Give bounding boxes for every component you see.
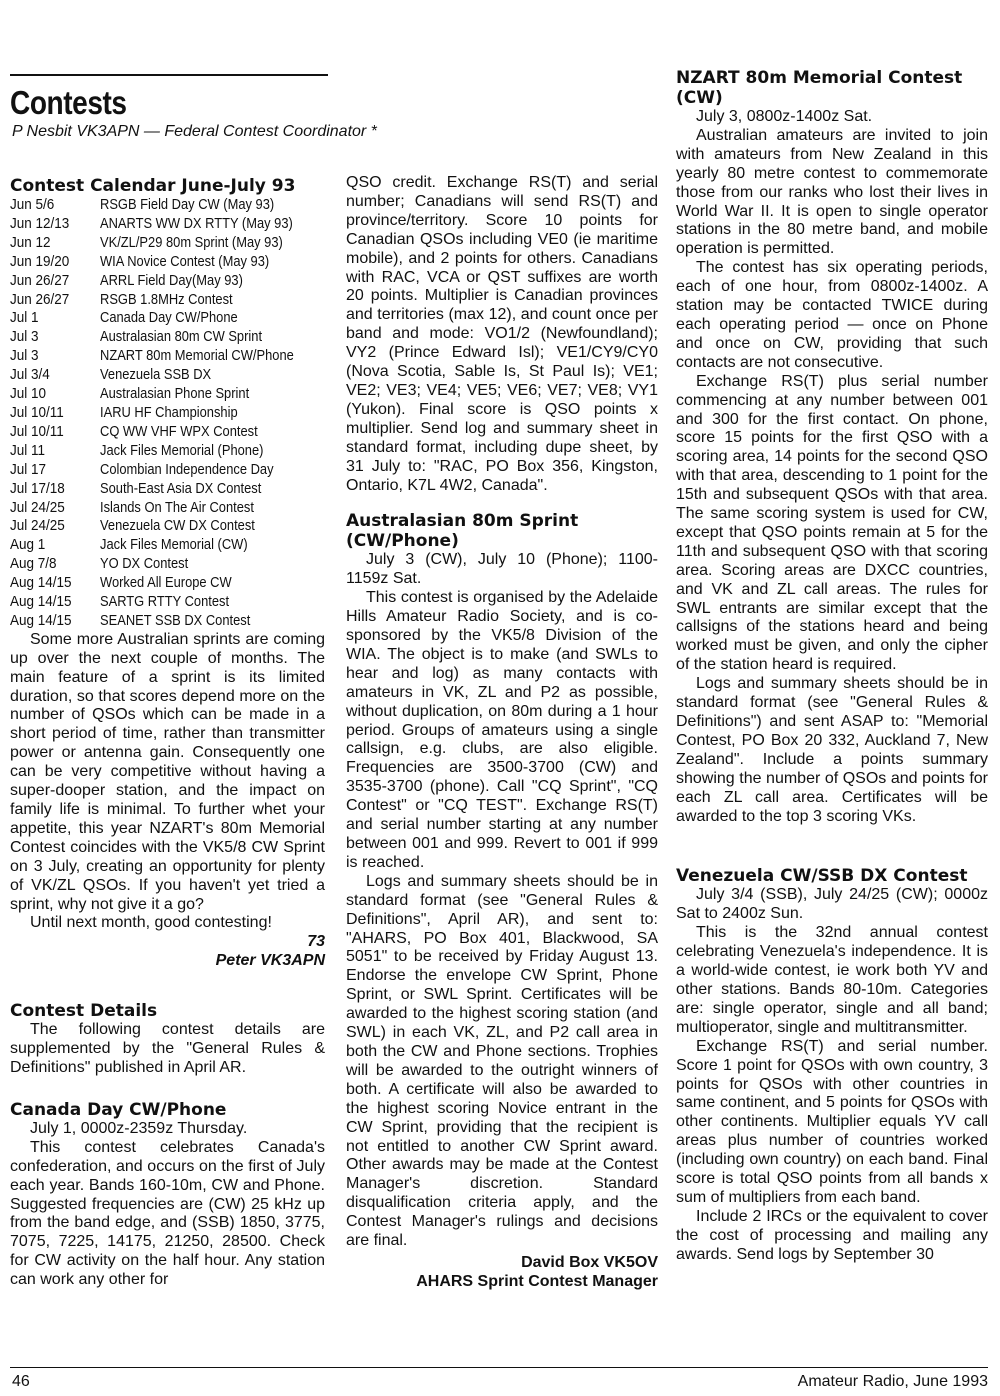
canada-text-continued: QSO credit. Exchange RS(T) and serial number; Canadians will send RS(T) and province/territory. Score 10 points for Canadian QSOs including VE0 (ie maritime mobile), and 2 points for others. Canadians with RAC, VCA or QST suffixes are worth 20 points. Multiplier is Canadian provinces and territories (max 12), and count once per band and mode: VO1/2 (Newfoundland); VY2 (Prince Edward Isl); VE1/CY9/CY0 (Nova Scotia, Sable Is, St Paul Is); VE1; VE2; VE3; VE4; VE5; VE6; VE7; VE8; VY1 (Yukon). Final score is QSO points x multiplier. Send log and summary sheet in standard format, including dupe sheet, by 31 July to: "RAC, PO Box 356, Kingston, Ontario, K7L 4W2, Canada". — [346, 174, 658, 494]
column-3 — [676, 0, 988, 1265]
sprint-signoff-name: David Box VK5OV — [521, 1253, 658, 1271]
calendar-date: Jul 17/18 — [10, 479, 65, 497]
calendar-name: South-East Asia DX Contest — [100, 479, 262, 497]
sprint-text: This contest is organised by the Adelaide Hills Amateur Radio Society, and is co-sponsored by the VK5/8 Division of the WIA. The object is to make (and SWLs to hear and log) as many contacts with amateurs in VK, ZL and P2 as possible, without duplication, on 80m during a 1 hour period. Groups of amateurs using a single callsign, e.g. clubs, are also eligible. Frequencies are 3500-3700 (CW) and 3535-3700 (phone). Call "CQ Sprint", "CQ Contest" or "CQ TEST". Exchange RS(T) and serial number starting at any number between 001 and 999. Revert to 001 if 999 is reached. — [346, 589, 658, 871]
calendar-row — [10, 517, 325, 536]
calendar-row — [10, 536, 325, 555]
calendar-name: Venezuela CW DX Contest — [100, 517, 255, 535]
calendar-name: Venezuela SSB DX — [100, 366, 212, 384]
venezuela-irc: Include 2 IRCs or the equivalent to cover the cost of processing and mailing any awards. Send logs by September 30 — [676, 1207, 988, 1263]
calendar-name: ARRL Field Day(May 93) — [100, 271, 243, 289]
footer-rule — [10, 1367, 988, 1368]
calendar-date: Jul 11 — [10, 441, 46, 459]
calendar-name: Worked All Europe CW — [100, 574, 232, 592]
calendar-name: ANARTS WW DX RTTY (May 93) — [100, 214, 293, 232]
canada-dates: July 1, 0000z-2359z Thursday. — [30, 1119, 248, 1137]
calendar-name: Islands On The Air Contest — [100, 498, 254, 516]
nzart-logs: Logs and summary sheets should be in standard format (see "General Rules & Definitions") and sent ASAP to: "Memorial Contest, PO Box 20 332, Auckland 7, New Zealand". Include a points summary showing the number of QSOs and points for each ZL call area. Certificates will be awarded to the top 3 scoring VKs. — [676, 675, 988, 825]
calendar-name: IARU HF Championship — [100, 403, 238, 421]
calendar-name: SEANET SSB DX Contest — [100, 611, 251, 629]
nzart-periods: The contest has six operating periods, each of one hour, from 0800z-1400z. A station may be contacted TWICE during each operating period — once on Phone and once on CW, providing that such contacts are not consecutive. — [676, 259, 988, 371]
calendar-date: Jul 17 — [10, 460, 47, 478]
calendar-date: Aug 1 — [10, 536, 46, 554]
publication-info: Amateur Radio, June 1993 — [797, 1373, 988, 1390]
calendar-date: Aug 14/15 — [10, 574, 72, 592]
calendar-row — [10, 404, 325, 423]
byline: P Nesbit VK3APN — Federal Contest Coordinator * — [12, 123, 377, 140]
calendar-row — [10, 385, 325, 404]
page-title: Contests — [10, 84, 127, 121]
calendar-row — [10, 555, 325, 574]
nzart-exchange: Exchange RS(T) plus serial number commencing at any number between 001 and 300 for the first contact. On phone, score 15 points for the first QSO with a scoring area, 14 points for the second QSO with that area, descending to 1 point for the 15th and subsequent QSOs with that area. The same scoring system is used for CW, except that QSO points remain at 5 for the 11th and subsequent QSO with that scoring area. Scoring areas are DXCC countries, and VK and ZL call areas. The rules for SWL entrants are similar except that the callsigns of the stations heard and being worked must be given, and only the cipher of the station heard is required. — [676, 372, 988, 674]
venezuela-dates: July 3/4 (SSB), July 24/25 (CW); 0000z Sat to 2400z Sun. — [676, 886, 988, 923]
page-number: 46 — [12, 1373, 30, 1390]
calendar-date: Jun 19/20 — [10, 252, 70, 270]
calendar-row — [10, 291, 325, 310]
calendar-intro: Some more Australian sprints are coming up over the next couple of months. The main feature of a sprint is its limited duration, so that scores depend more on the number of QSOs which can be made in a short period of time, rather than transmitter power or antenna gain. Consequently one can be very competitive without having a super-dooper station, and the impact on family life is minimal. To further whet your appetite, this year NZART's 80m Memorial Contest coincides with the VK5/8 CW Sprint on 3 July, creating an opportunity for plenty of VK/ZL QSOs. If you haven't yet tried a sprint, why not give it a go? — [10, 630, 325, 913]
calendar-row — [10, 366, 325, 385]
calendar-name: RSGB 1.8MHz Contest — [100, 290, 233, 308]
calendar-name: YO DX Contest — [100, 555, 189, 573]
sprint-logs-text: Logs and summary sheets should be in standard format (see "General Rules & Definitions", April AR), and sent to: "AHARS, PO Box 401, Blackwood, SA 5051" to be received by Friday August 13. Endorse the envelope CW Sprint, Phone Sprint, or SWL Sprint. Certificates will be awarded to the highest scoring station (and SWL) in each VK, ZL, and P2 call area in both the CW and Phone sections. Trophies will be awarded to the outright winners of both. A certificate will also be awarded to the highest scoring Novice entrant in the CW Sprint, providing that the recipient is not entitled to another CW Sprint award. Other awards may be made at the Contest Manager's discretion. Standard disqualification criteria apply, and the Contest Manager's rulings and decisions are final. — [346, 872, 658, 1250]
calendar-row — [10, 442, 325, 461]
nzart-dates: July 3, 0800z-1400z Sat. — [696, 108, 873, 125]
calendar-date: Jul 3/4 — [10, 366, 50, 384]
calendar-row — [10, 309, 325, 328]
calendar-row — [10, 423, 325, 442]
venezuela-exchange: Exchange RS(T) and serial number. Score 1 point for QSOs with own country, 3 points for QSOs with other countries in same continent, and 5 points for QSOs with other continents. Multiplier equals YV call areas plus number of countries worked (including own country) on each band. Final score is total QSO points from all bands x sum of multipliers from each band. — [676, 1037, 988, 1206]
calendar-name: RSGB Field Day CW (May 93) — [100, 196, 275, 213]
canada-text: This contest celebrates Canada's confederation, and occurs on the first of July each year. Bands 160-10m, CW and Phone. Suggested frequencies are (CW) 25 kHz up from the band edge, and (SSB) 1850, 3775, 7075, 7225, 14175, 21250, 28500. Check for CW activity on the half hour. Any station can work any other for — [10, 1138, 325, 1289]
calendar-date: Jul 3 — [10, 347, 39, 365]
calendar-name: Canada Day CW/Phone — [100, 309, 238, 327]
calendar-row — [10, 272, 325, 291]
calendar-name: Jack Files Memorial (Phone) — [100, 441, 264, 459]
calendar-name: Australasian 80m CW Sprint — [100, 328, 263, 346]
calendar-date: Jul 10/11 — [10, 422, 64, 440]
calendar-row — [10, 215, 325, 234]
calendar-date: Jul 1 — [10, 309, 39, 327]
sprint-dates: July 3 (CW), July 10 (Phone); 1100-1159z Sat. — [346, 551, 658, 588]
calendar-name: Colombian Independence Day — [100, 460, 274, 478]
venezuela-heading: Venezuela CW/SSB DX Contest — [676, 866, 968, 887]
calendar-row — [10, 196, 325, 215]
calendar-date: Jul 10/11 — [10, 403, 64, 421]
calendar-date: Aug 14/15 — [10, 611, 72, 629]
canada-heading: Canada Day CW/Phone — [10, 1099, 227, 1120]
calendar-name: Jack Files Memorial (CW) — [100, 536, 248, 554]
calendar-row — [10, 347, 325, 366]
calendar-date: Jun 12 — [10, 233, 51, 251]
nzart-heading: NZART 80m Memorial Contest (CW) — [676, 68, 963, 108]
calendar-name: VK/ZL/P29 80m Sprint (May 93) — [100, 233, 283, 251]
contest-calendar — [10, 196, 325, 631]
calendar-date: Aug 14/15 — [10, 593, 72, 611]
calendar-date: Jun 26/27 — [10, 290, 70, 308]
calendar-row — [10, 461, 325, 480]
calendar-name: CQ WW VHF WPX Contest — [100, 422, 258, 440]
calendar-date: Jul 3 — [10, 328, 39, 346]
calendar-date: Jul 10 — [10, 385, 47, 403]
calendar-row — [10, 612, 325, 631]
column-2 — [346, 0, 658, 1291]
venezuela-intro: This is the 32nd annual contest celebrating Venezuela's independence. It is a world-wide contest, ie work both YV and other stations. Bands 80-10m. Categories are: single operator, single and all band; multioperator, single and multitransmitter. — [676, 924, 988, 1036]
calendar-name: SARTG RTTY Contest — [100, 593, 230, 611]
calendar-row — [10, 480, 325, 499]
calendar-date: Jul 24/25 — [10, 498, 65, 516]
nzart-intro: Australian amateurs are invited to join with amateurs from New Zealand in this yearly 80 metre contest to commemorate those from our ranks who lost their lives in World War II. It is open to single operator stations in the 80 metre band, and mobile operation is permitted. — [676, 126, 988, 258]
calendar-heading: Contest Calendar June-July 93 — [10, 176, 296, 196]
calendar-row — [10, 253, 325, 272]
calendar-row — [10, 593, 325, 612]
signoff-73: 73 — [307, 933, 325, 951]
calendar-name: Australasian Phone Sprint — [100, 385, 250, 403]
calendar-date: Jun 12/13 — [10, 214, 70, 232]
calendar-date: Aug 7/8 — [10, 555, 57, 573]
calendar-date: Jun 5/6 — [10, 196, 55, 213]
details-heading: Contest Details — [10, 1001, 158, 1022]
details-text: The following contest details are supplemented by the "General Rules & Definitions" published in April AR. — [10, 1021, 325, 1076]
signoff-name: Peter VK3APN — [215, 952, 325, 970]
calendar-row — [10, 574, 325, 593]
calendar-row — [10, 234, 325, 253]
sprint-heading: Australasian 80m Sprint (CW/Phone) — [346, 511, 579, 552]
calendar-name: WIA Novice Contest (May 93) — [100, 252, 270, 270]
calendar-row — [10, 328, 325, 347]
calendar-date: Jul 24/25 — [10, 517, 65, 535]
column-1 — [10, 0, 325, 1290]
closing-line: Until next month, good contesting! — [30, 914, 272, 932]
calendar-date: Jun 26/27 — [10, 271, 70, 289]
sprint-signoff-title: AHARS Sprint Contest Manager — [416, 1272, 658, 1290]
calendar-name: NZART 80m Memorial CW/Phone — [100, 347, 294, 365]
calendar-row — [10, 499, 325, 518]
